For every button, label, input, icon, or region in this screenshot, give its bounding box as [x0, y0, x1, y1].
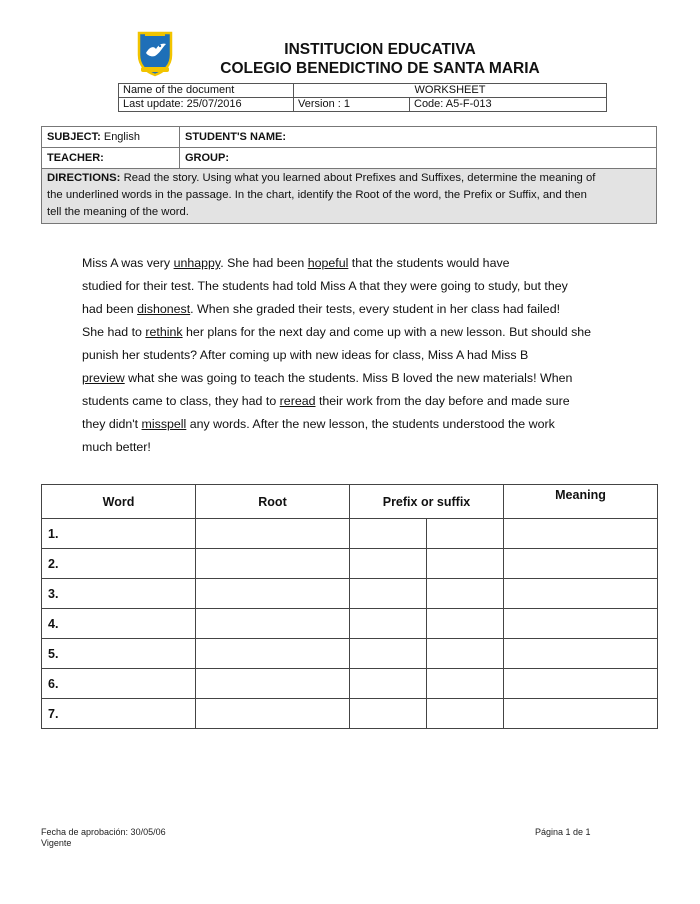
answer-row — [42, 519, 658, 549]
root-cell[interactable] — [196, 549, 350, 579]
document-meta-table — [118, 83, 607, 112]
suffix-cell[interactable] — [427, 549, 504, 579]
approval-date: Fecha de aprobación: 30/05/06 — [41, 827, 166, 837]
subject-value: English — [100, 131, 140, 143]
root-cell[interactable] — [196, 639, 350, 669]
group-cell[interactable] — [180, 148, 657, 169]
underlined-word: rethink — [145, 325, 183, 339]
meaning-cell[interactable] — [504, 549, 658, 579]
story-line — [82, 275, 672, 298]
prefix-cell[interactable] — [350, 639, 427, 669]
meaning-cell[interactable] — [504, 669, 658, 699]
story-line — [82, 390, 672, 413]
story-text: their work from the day before and made sure — [315, 394, 570, 408]
header-root: Root — [196, 485, 350, 519]
subject-label: SUBJECT: — [47, 131, 101, 143]
suffix-cell[interactable] — [427, 579, 504, 609]
story-text: much better! — [82, 440, 151, 454]
version: Version : 1 — [294, 98, 410, 112]
meaning-cell[interactable] — [504, 609, 658, 639]
student-info-table — [41, 126, 657, 224]
meaning-cell[interactable] — [504, 519, 658, 549]
story-text: her plans for the next day and come up with a new lesson. But should she — [182, 325, 592, 339]
story-text: any words. After the new lesson, the students understood the work — [186, 417, 555, 431]
meaning-cell[interactable] — [504, 639, 658, 669]
header-word: Word — [42, 485, 196, 519]
story-text: punish her students? After coming up with new ideas for class, Miss A had Miss B — [82, 348, 529, 362]
teacher-label: TEACHER: — [47, 152, 104, 164]
teacher-cell[interactable] — [42, 148, 180, 169]
answer-row — [42, 549, 658, 579]
root-cell[interactable] — [196, 579, 350, 609]
header-meaning: Meaning — [504, 485, 658, 519]
directions-line: tell the meaning of the word. — [47, 206, 189, 218]
story-text: studied for their test. The students had told Miss A that they were going to study, but they — [82, 279, 568, 293]
story-line — [82, 436, 672, 459]
answer-row — [42, 609, 658, 639]
root-cell[interactable] — [196, 609, 350, 639]
suffix-cell[interactable] — [427, 699, 504, 729]
story-line — [82, 367, 672, 390]
underlined-word: reread — [279, 394, 316, 408]
institution-title: INSTITUCION EDUCATIVA — [284, 41, 476, 58]
underlined-word: preview — [82, 371, 125, 385]
prefix-cell[interactable] — [350, 669, 427, 699]
directions-line: Read the story. Using what you learned about Prefixes and Suffixes, determine the meaning of — [120, 172, 596, 184]
school-title: COLEGIO BENEDICTINO DE SANTA MARIA — [220, 60, 540, 77]
story-text: . When she graded their tests, every student in her class had failed! — [190, 302, 561, 316]
directions-label: DIRECTIONS: — [47, 172, 121, 184]
underlined-word: dishonest — [137, 302, 191, 316]
prefix-cell[interactable] — [350, 609, 427, 639]
student-name-cell[interactable] — [180, 127, 657, 148]
suffix-cell[interactable] — [427, 609, 504, 639]
root-cell[interactable] — [196, 699, 350, 729]
story-text: what she was going to teach the students. Miss B loved the new materials! When — [124, 371, 573, 385]
meaning-cell[interactable] — [504, 579, 658, 609]
story-text: they didn't — [82, 417, 142, 431]
answer-chart — [41, 484, 658, 729]
story-text: that the students would have — [348, 256, 510, 270]
suffix-cell[interactable] — [427, 639, 504, 669]
prefix-cell[interactable] — [350, 549, 427, 579]
student-name-label: STUDENT'S NAME: — [185, 131, 287, 143]
underlined-word: unhappy — [173, 256, 221, 270]
story-line — [82, 298, 672, 321]
suffix-cell[interactable] — [427, 519, 504, 549]
word-cell[interactable]: 2. — [42, 549, 196, 579]
document-type: WORKSHEET — [294, 84, 607, 98]
story-passage — [82, 252, 672, 459]
word-cell[interactable]: 7. — [42, 699, 196, 729]
header-prefix-suffix: Prefix or suffix — [350, 485, 504, 519]
answer-row — [42, 639, 658, 669]
word-cell[interactable]: 3. — [42, 579, 196, 609]
story-text: She had to — [82, 325, 146, 339]
prefix-cell[interactable] — [350, 519, 427, 549]
document-name-label: Name of the document — [119, 84, 294, 98]
answer-row — [42, 579, 658, 609]
underlined-word: hopeful — [307, 256, 349, 270]
answer-row — [42, 699, 658, 729]
story-line — [82, 252, 672, 275]
word-cell[interactable]: 1. — [42, 519, 196, 549]
directions-cell — [42, 169, 657, 224]
directions-line: the underlined words in the passage. In the chart, identify the Root of the word, the Prefix or Suffix, and then — [47, 189, 587, 201]
word-cell[interactable]: 6. — [42, 669, 196, 699]
story-line — [82, 344, 672, 367]
story-text: had been — [82, 302, 138, 316]
story-text: . She had been — [220, 256, 308, 270]
root-cell[interactable] — [196, 669, 350, 699]
group-label: GROUP: — [185, 152, 229, 164]
answer-row — [42, 669, 658, 699]
root-cell[interactable] — [196, 519, 350, 549]
suffix-cell[interactable] — [427, 669, 504, 699]
story-line — [82, 321, 672, 344]
word-cell[interactable]: 5. — [42, 639, 196, 669]
school-crest-logo — [136, 29, 174, 77]
prefix-cell[interactable] — [350, 579, 427, 609]
story-line — [82, 413, 672, 436]
document-status: Vigente — [41, 838, 72, 848]
subject-cell — [42, 127, 180, 148]
story-text: students came to class, they had to — [82, 394, 280, 408]
underlined-word: misspell — [141, 417, 187, 431]
word-cell[interactable]: 4. — [42, 609, 196, 639]
document-code: Code: A5-F-013 — [410, 98, 607, 112]
prefix-cell[interactable] — [350, 699, 427, 729]
page-number: Página 1 de 1 — [535, 827, 591, 837]
meaning-cell[interactable] — [504, 699, 658, 729]
story-text: Miss A was very — [82, 256, 174, 270]
last-update: Last update: 25/07/2016 — [119, 98, 294, 112]
